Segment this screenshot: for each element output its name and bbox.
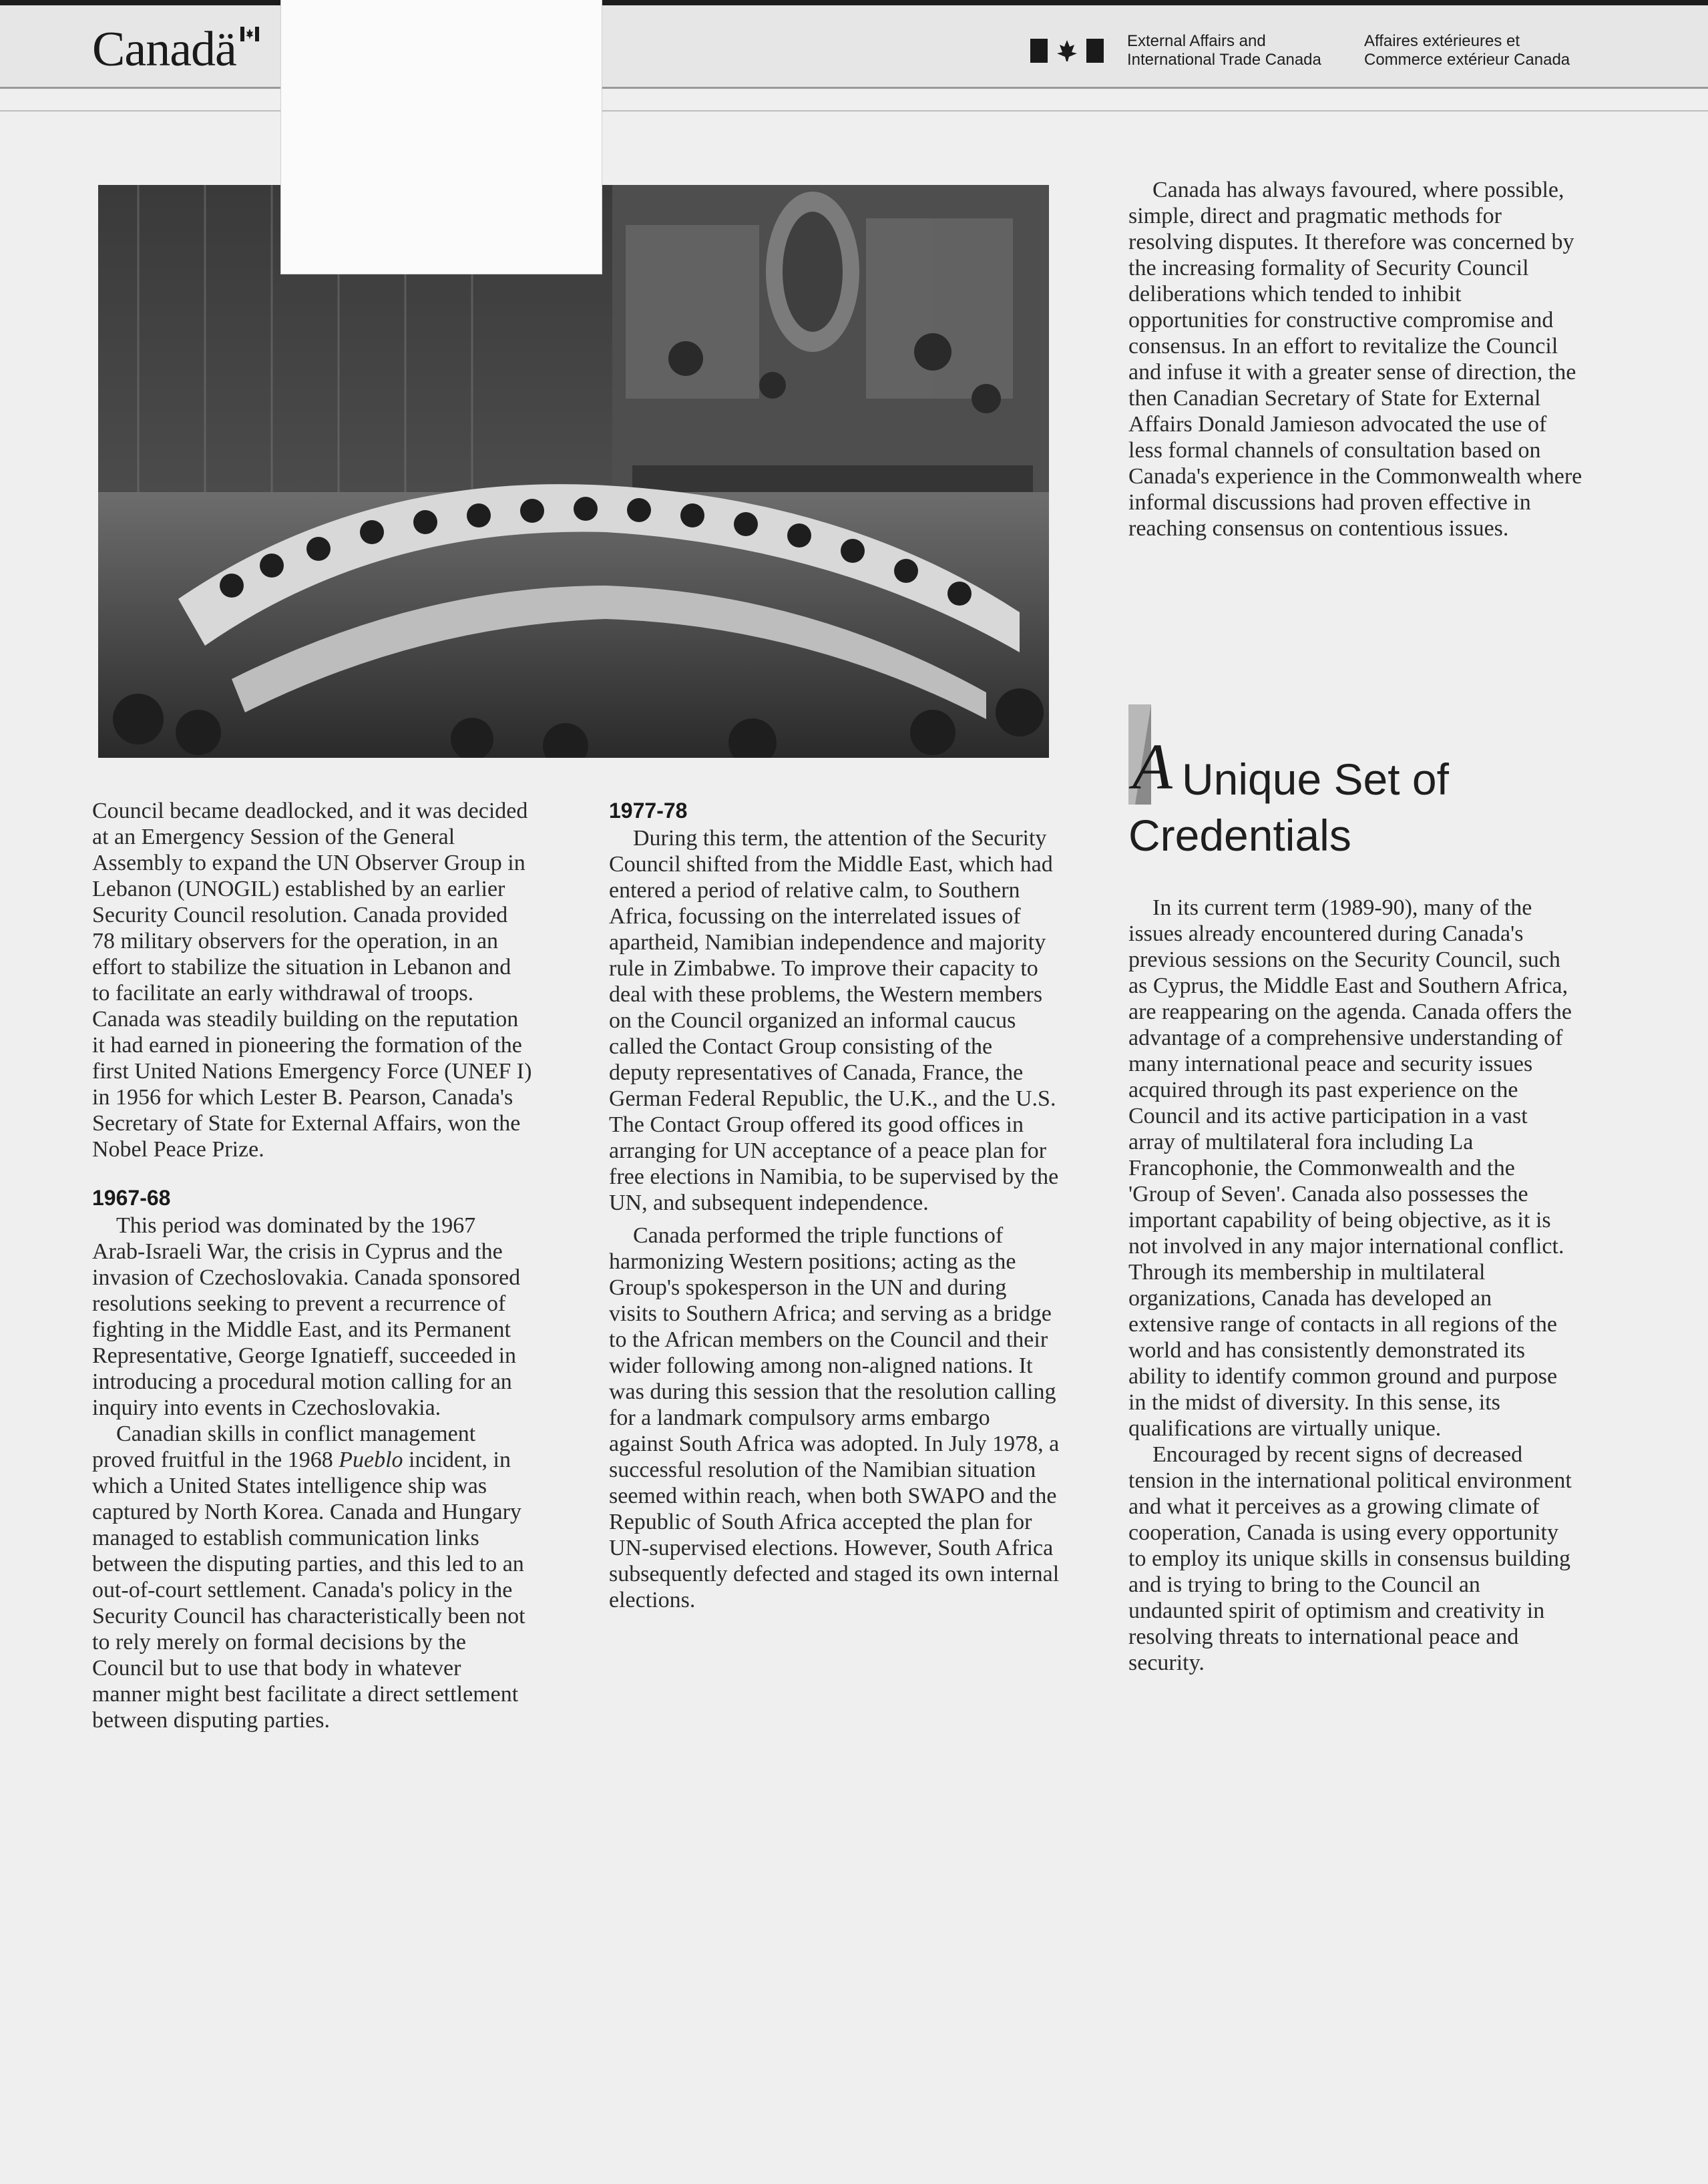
wordmark-flag-icon (240, 27, 259, 41)
col3-top-paragraph: Canada has always favoured, where possible, simple, direct and pragmatic methods for resolving disputes. It therefore was concerned by the increasing formality of Security Council deliberations which tended to inhibit opportunities for constructive compromise and consensus. In an effort to revitalize the Council and infuse it with a greater sense of direction, the then Canadian Secretary of State for External Affairs Donald Jamieson advocated the use of less formal channels of consultation based on Canada's experience in the Commonwealth where informal discussions had proven effective in reaching consensus on contentious issues. (1128, 178, 1582, 541)
pueblo-italic: Pueblo (339, 1448, 403, 1472)
column-3-top (1128, 177, 1582, 541)
department-en-line2: International Trade Canada (1127, 51, 1321, 69)
department-en-line1: External Affairs and (1127, 32, 1266, 50)
column-1 (92, 798, 533, 1733)
col1-p3-text-a: Canadian skills in conflict management proved fruitful in the 1968 (92, 1422, 476, 1472)
canada-wordmark: Canadä (92, 22, 236, 77)
department-name-english (1127, 32, 1321, 69)
blank-label-box (280, 0, 602, 274)
col3-paragraph-1: In its current term (1989-90), many of the issues already encountered during Canada's previous sessions on the Security Council, such as Cyprus, the Middle East and Southern Africa, are reappearing on the agenda. Canada offers the advantage of a comprehensive understanding of many international peace and security issues acquired through its past experience on the Council and its active participation in a vast array of multilateral fora including La Francophonie, the Commonwealth and the 'Group of Seven'. Canada also possesses the important capability of being objective, as it is not involved in any major international conflict. Through its membership in multilateral organizations, Canada has developed an extensive range of contacts in all regions of the world and has consistently demonstrated its ability to identify common ground and purpose in the midst of diversity. In this sense, its qualifications are virtually unique. (1128, 895, 1572, 1441)
department-fr-line1: Affaires extérieures et (1364, 32, 1520, 50)
col2-paragraph-1: During this term, the attention of the Security Council shifted from the Middle East, which had entered a period of relative calm, to Southern Africa, focussing on the interrelated issues of apartheid, Namibian independence and majority rule in Zimbabwe. To improve their capacity to deal with these problems, the Western members on the Council organized an informal caucus called the Contact Group consisting of the deputy representatives of Canada, France, the German Federal Republic, the U.K., and the U.S. The Contact Group offered its good offices in arranging for UN acceptance of a peace plan for free elections in Namibia, to be supervised by the UN, and subsequent independence. (609, 826, 1059, 1215)
canada-flag-icon (1030, 36, 1104, 65)
col3-paragraph-2: Encouraged by recent signs of decreased tension in the international political environment and what it perceives as a growing climate of cooperation, Canada is using every opportunity to employ its unique skills in consensus building and is trying to bring to the Council an undaunted spirit of optimism and creativity in resolving threats to international peace and security. (1128, 1442, 1572, 1675)
col1-paragraph-1: Council became deadlocked, and it was decided at an Emergency Session of the General Assembly to expand the UN Observer Group in Lebanon (UNOGIL) established by an earlier Security Council resolution. Canada provided 78 military observers for the operation, in an effort to stabilize the situation in Lebanon and to facilitate an early withdrawal of troops. Canada was steadily building on the reputation it had earned in pioneering the formation of the first United Nations Emergency Force (UNEF I) in 1956 for which Lester B. Pearson, Canada's Secretary of State for External Affairs, won the Nobel Peace Prize. (92, 799, 532, 1162)
department-name-french (1364, 32, 1570, 69)
page-header (0, 0, 1708, 89)
department-fr-line2: Commerce extérieur Canada (1364, 51, 1570, 69)
heading-1977-78: 1977-78 (609, 799, 688, 823)
header-secondary-rule (0, 110, 1708, 112)
header-top-rule (0, 0, 1708, 5)
col1-paragraph-2: This period was dominated by the 1967 Arab-Israeli War, the crisis in Cyprus and the invasion of Czechoslovakia. Canada sponsored resolutions seeking to prevent a recurrence of fighting in the Middle East, and its Permanent Representative, George Ignatieff, succeeded in introducing a procedural motion calling for an inquiry into events in Czechoslovakia. (92, 1213, 521, 1420)
heading-1967-68: 1967-68 (92, 1186, 171, 1210)
section-title: Unique Set of Credentials (1128, 754, 1449, 860)
column-3 (1128, 895, 1576, 1676)
col1-p3-text-b: incident, in which a United States intelligence ship was captured by North Korea. Canada and Hungary managed to establish communication links between the disputing parties, and this led to an out-of-court settlement. Canada's policy in the Security Council has characteristically been not to rely merely on formal decisions by the Council but to use that body in whatever manner might best facilitate a direct settlement between disputing parties. (92, 1448, 525, 1733)
col1-paragraph-3 (92, 1421, 533, 1733)
column-2 (609, 798, 1060, 1613)
col2-paragraph-2: Canada performed the triple functions of harmonizing Western positions; acting as the Group's spokesperson in the UN and during visits to Southern Africa; and serving as a bridge to the African members on the Council and their wider following among non-aligned nations. It was during this session that the resolution calling for a landmark compulsory arms embargo against South Africa was adopted. In July 1978, a successful resolution of the Namibian situation seemed within reach, when both SWAPO and the Republic of South Africa accepted the plan for UN-supervised elections. However, South Africa subsequently defected and staged its own internal elections. (609, 1223, 1060, 1612)
drop-letter: A (1132, 731, 1172, 803)
